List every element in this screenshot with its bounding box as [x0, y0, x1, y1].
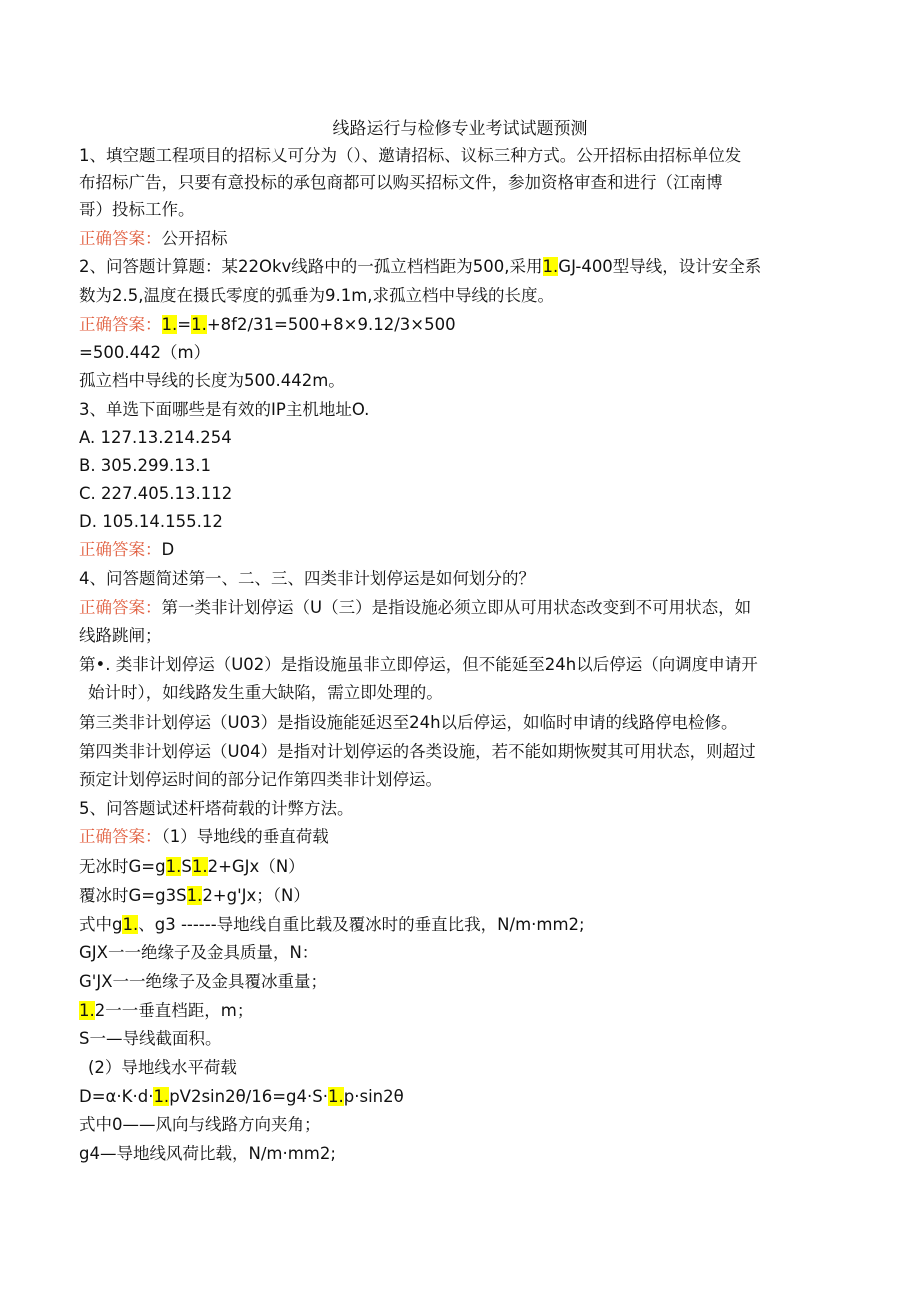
q1-line-1: 1、填空题工程项目的招标乂可分为（）、邀请招标、议标三种方式。公开招标由招标单位发 [79, 146, 742, 165]
q4-answer-line-5: 第三类非计划停运（U03）是指设施能延迟至24h以后停运，如临时申请的线路停电检修。 [79, 713, 738, 732]
highlight-mark: 1. [161, 315, 178, 334]
q2-line-2: 数为2.5,温度在摄氏零度的弧垂为9.1m,求孤立档中导线的长度。 [79, 286, 555, 305]
highlight-mark: 1. [542, 257, 559, 276]
q5-subheading-2: (2）导地线水平荷载 [88, 1058, 237, 1077]
answer-label: 正确答案： [79, 315, 162, 334]
q3-option-c: C. 227.405.13.112 [79, 484, 233, 503]
q3-option-a: A. 127.13.214.254 [79, 428, 232, 447]
q4-question: 4、问答题简述第一、二、三、四类非计划停运是如何划分的？ [79, 569, 535, 588]
q4-answer-line-6: 第四类非计划停运（U04）是指对计划停运的各类设施，若不能如期恢熨其可用状态，则超过 [79, 742, 756, 761]
q3-option-b: B. 305.299.13.1 [79, 456, 212, 475]
q5-answer: 正确答案：（1）导地线的垂直荷载 [79, 827, 329, 846]
q2-answer-line-2: =500.442（m） [79, 343, 211, 362]
q3-answer: 正确答案：D [79, 540, 175, 559]
q5-formula-3: D=α·K·d·1.pV2sin2θ∕16=g4·S·1.p·sin2θ [79, 1087, 404, 1106]
q5-definition-5: S一—导线截面积。 [79, 1029, 222, 1048]
highlight-mark: 1. [165, 857, 182, 876]
answer-label: 正确答案： [79, 540, 162, 559]
q3-option-d: D. 105.14.155.12 [79, 512, 223, 531]
page-title: 线路运行与检修专业考试试题预测 [332, 119, 588, 139]
answer-label: 正确答案： [79, 229, 162, 248]
q5-definition-2: GJX一一绝缘子及金具质量，N： [79, 943, 319, 962]
q1-line-3: 哥）投标工作。 [79, 200, 195, 219]
q4-answer-line-3: 第•. 类非计划停运（U02）是指设施虽非立即停运，但不能延至24h以后停运（向调度申请开 [79, 655, 758, 674]
q4-answer: 正确答案：第一类非计划停运（U（三）是指设施必须立即从可用状态改变到不可用状态，如 [79, 598, 752, 617]
answer-label: 正确答案： [79, 827, 162, 846]
q5-definition-3: G'JX一一绝缘子及金具覆冰重量； [79, 972, 327, 991]
q1-answer [79, 227, 228, 251]
q4-answer-line-7: 预定计划停运时间的部分记作第四类非计划停运。 [79, 770, 442, 789]
q2-line-1: 2、问答题计算题：某22Okv线路中的一孤立档档距为500,采用1.GJ-400型导线，设计安全系 [79, 257, 762, 276]
answer-text: 公开招标 [161, 229, 228, 248]
q5-definition-4: 1.2一一垂直档距，m； [79, 1001, 254, 1020]
highlight-mark: 1. [122, 915, 139, 934]
q5-formula-2: 覆冰时G=g3S1.2+g'Jx；（N） [79, 886, 310, 905]
q5-definition-6: 式中0——风向与线路方向夹角； [79, 1115, 321, 1134]
q5-question: 5、问答题试述杆塔荷载的计弊方法。 [79, 799, 354, 818]
q5-formula-1: 无冰时G=g1.S1.2+GJx（N） [79, 857, 305, 876]
q2-answer-line-3: 孤立档中导线的长度为500.442m。 [79, 371, 345, 390]
q5-definition-1: 式中g1.、g3 ------导地线自重比载及覆冰时的垂直比我，N/m·mm2; [79, 915, 585, 934]
q4-answer-line-4: 始计时），如线路发生重大缺陷，需立即处理的。 [88, 683, 443, 702]
q4-answer-line-2: 线路跳闸； [79, 626, 162, 645]
highlight-mark: 1. [191, 315, 207, 334]
highlight-mark: 1. [191, 857, 208, 876]
highlight-mark: 1. [328, 1087, 344, 1106]
q5-definition-7: g4—导地线风荷比载，N∕m·mm2; [79, 1144, 336, 1163]
q3-question: 3、单选下面哪些是有效的IP主机地址O. [79, 400, 370, 419]
highlight-mark: 1. [186, 886, 203, 905]
highlight-mark: 1. [153, 1087, 170, 1106]
answer-label: 正确答案： [79, 598, 162, 617]
q2-answer: 正确答案：1.=1.+8f2∕31=500+8×9.12/3×500 [79, 315, 456, 334]
highlight-mark: 1. [79, 1001, 95, 1020]
q1-line-2: 布招标广告，只要有意投标的承包商都可以购买招标文件，参加资格审查和进行（江南博 [79, 173, 723, 192]
